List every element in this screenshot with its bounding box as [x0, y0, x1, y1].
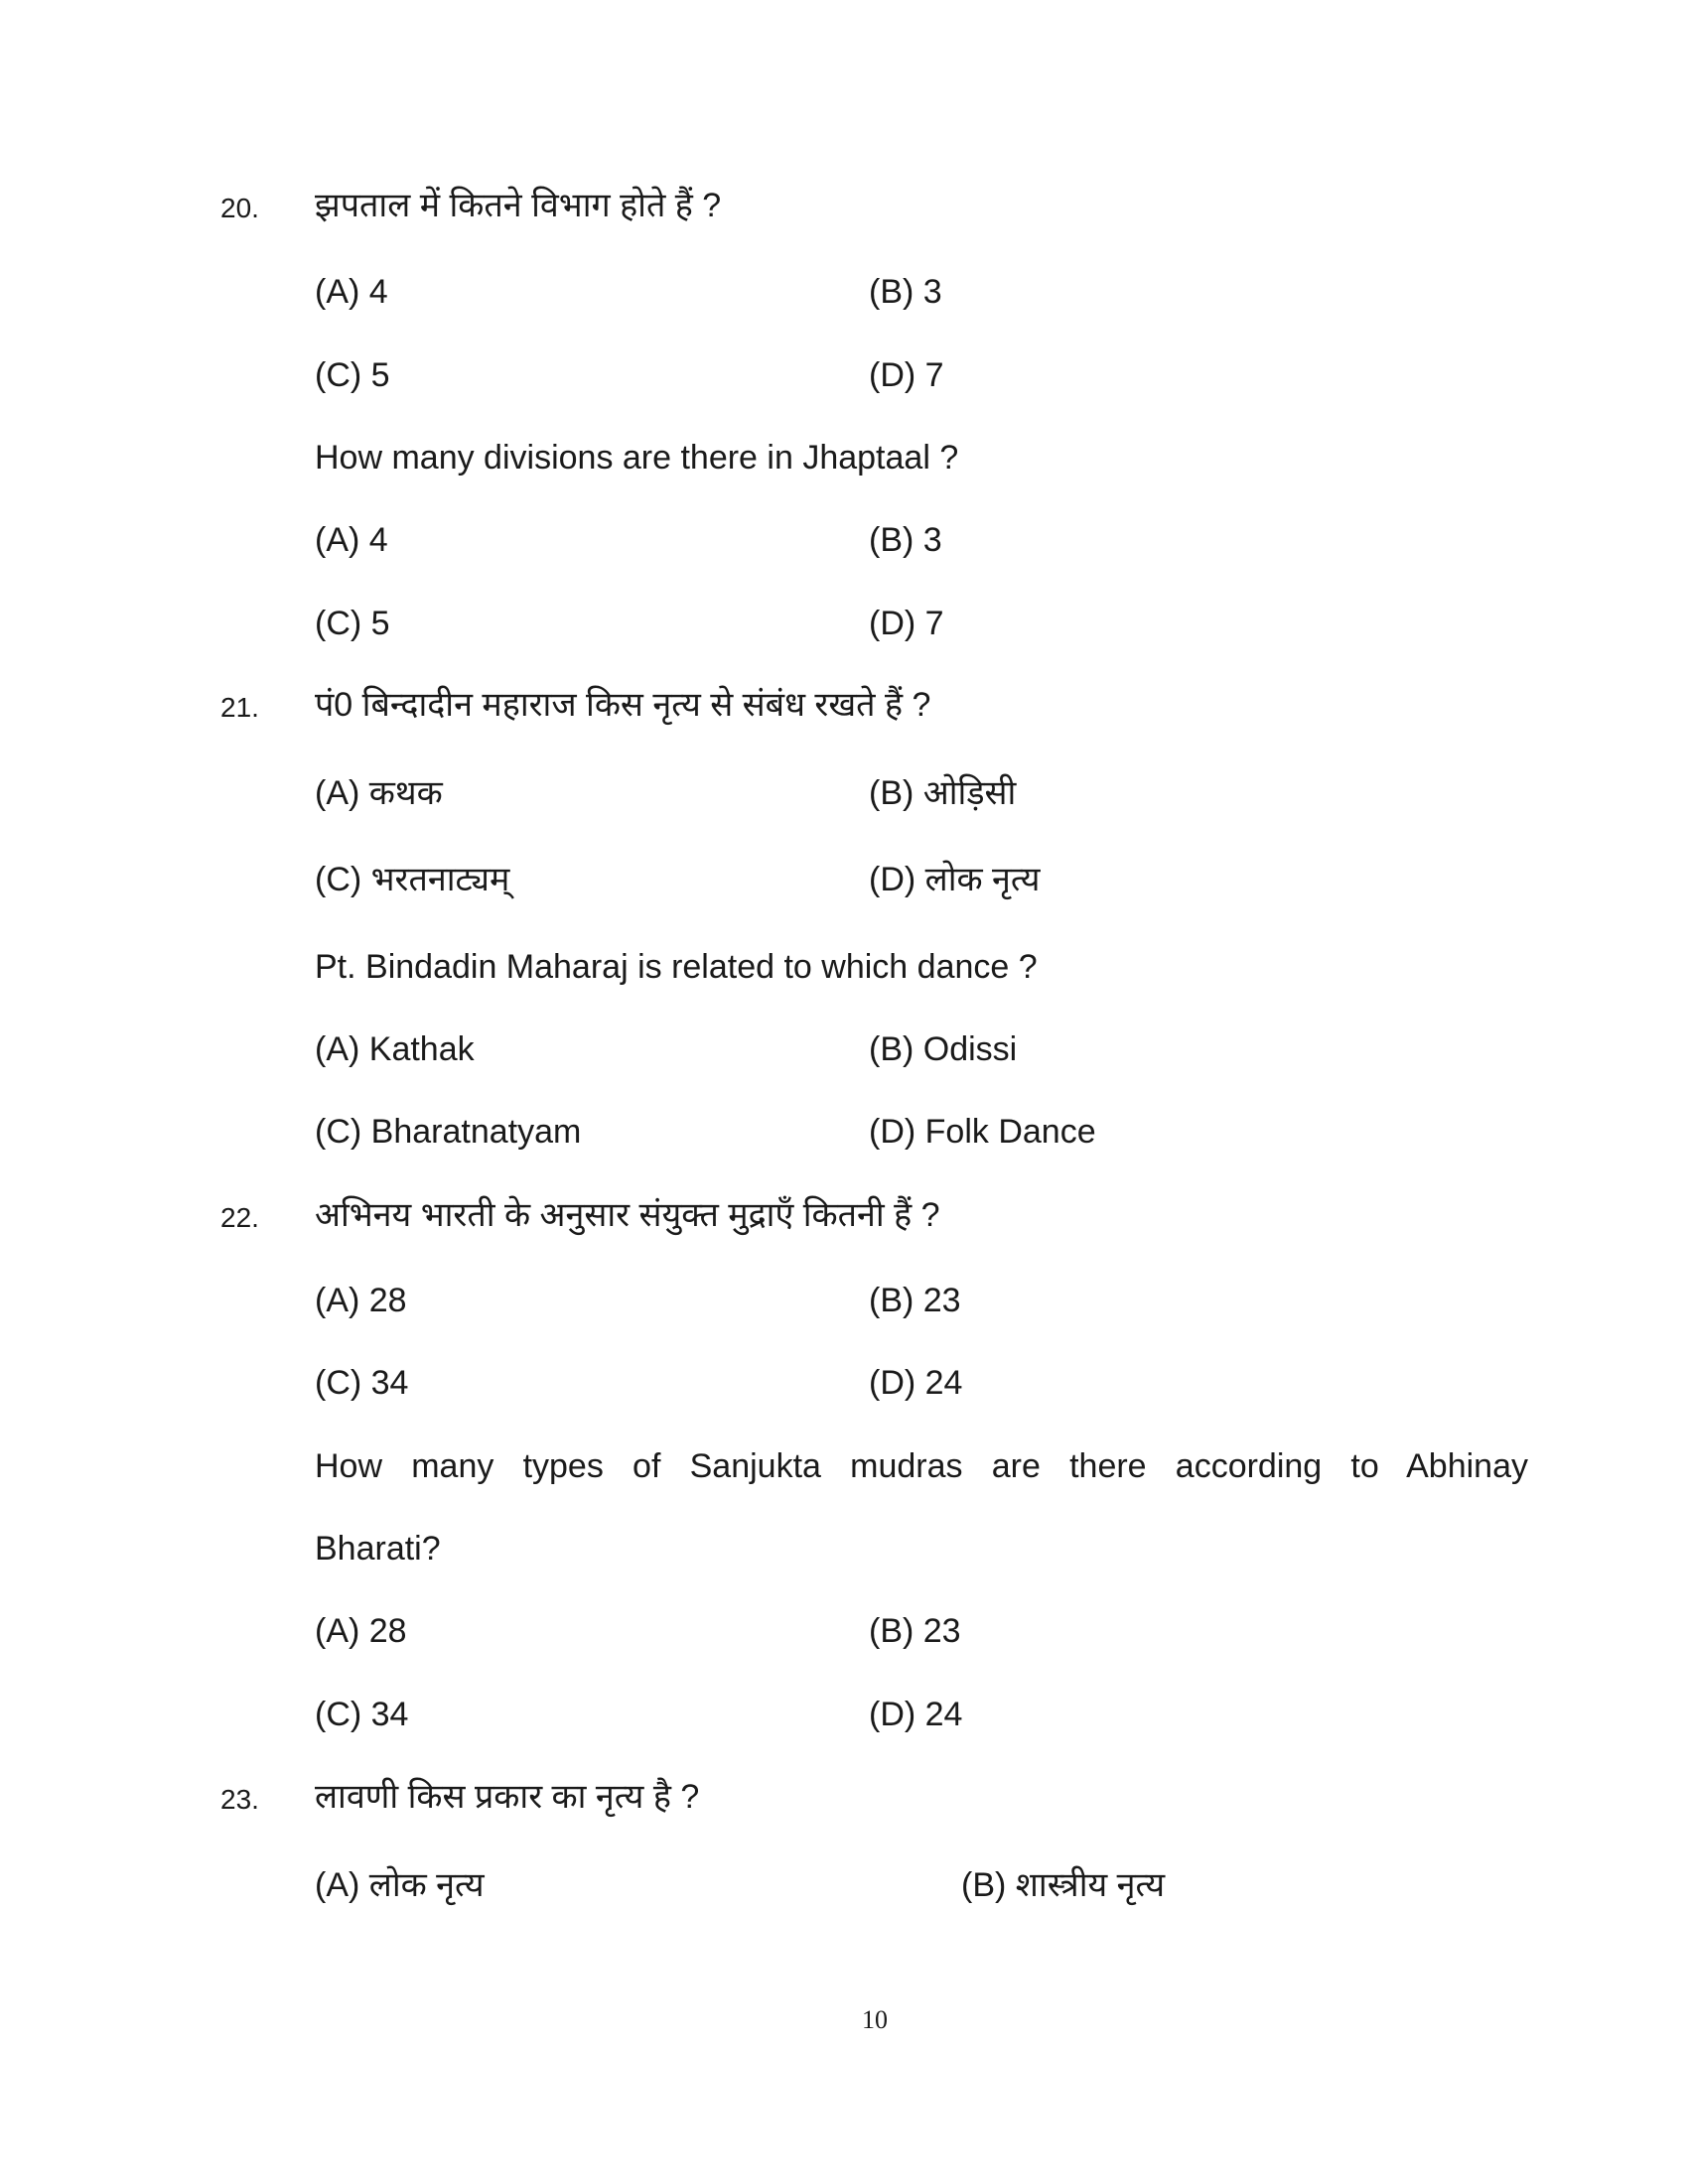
option-d: (D) 24	[869, 1696, 963, 1733]
question-number: 21.	[220, 692, 259, 723]
question-number: 20.	[220, 193, 259, 223]
option-b: (B) 3	[869, 521, 942, 559]
option-a: (A) कथक	[315, 774, 443, 812]
question-text-english: Pt. Bindadin Maharaj is related to which dance ?	[315, 948, 1038, 986]
question-text-hindi: अभिनय भारती के अनुसार संयुक्त मुद्राएँ कितनी हैं ?	[315, 1196, 940, 1234]
question-text-english: How many divisions are there in Jhaptaal ?	[315, 439, 959, 477]
question-text-english-cont: Bharati?	[315, 1530, 441, 1568]
option-b: (B) 3	[869, 273, 942, 311]
option-c: (C) 34	[315, 1364, 409, 1402]
option-d: (D) 7	[869, 356, 944, 394]
question-text-english: How many types of Sanjukta mudras are there according to Abhinay	[315, 1447, 1528, 1485]
option-d: (D) 7	[869, 605, 944, 642]
option-c: (C) 5	[315, 356, 390, 394]
option-b: (B) ओड़िसी	[869, 774, 1017, 812]
option-d: (D) Folk Dance	[869, 1113, 1096, 1151]
option-d: (D) लोक नृत्य	[869, 861, 1041, 898]
option-d: (D) 24	[869, 1364, 963, 1402]
option-a: (A) 28	[315, 1612, 407, 1650]
option-b: (B) 23	[869, 1612, 961, 1650]
option-a: (A) 4	[315, 521, 388, 559]
option-b: (B) Odissi	[869, 1030, 1018, 1068]
option-c: (C) 5	[315, 605, 390, 642]
question-text-hindi: पं0 बिन्दादीन महाराज किस नृत्य से संबंध रखते हैं ?	[315, 686, 931, 724]
question-text-hindi: झपताल में कितने विभाग होते हैं ?	[315, 187, 722, 224]
option-c: (C) भरतनाट्यम्	[315, 861, 510, 898]
option-a: (A) Kathak	[315, 1030, 475, 1068]
option-c: (C) 34	[315, 1696, 409, 1733]
option-b: (B) 23	[869, 1282, 961, 1319]
question-number: 22.	[220, 1202, 259, 1233]
question-number: 23.	[220, 1784, 259, 1815]
page-number: 10	[862, 2005, 888, 2034]
option-a: (A) 28	[315, 1282, 407, 1319]
option-b: (B) शास्त्रीय नृत्य	[961, 1866, 1166, 1904]
option-c: (C) Bharatnatyam	[315, 1113, 582, 1151]
option-a: (A) लोक नृत्य	[315, 1866, 485, 1904]
option-a: (A) 4	[315, 273, 388, 311]
question-text-hindi: लावणी किस प्रकार का नृत्य है ?	[315, 1778, 700, 1816]
